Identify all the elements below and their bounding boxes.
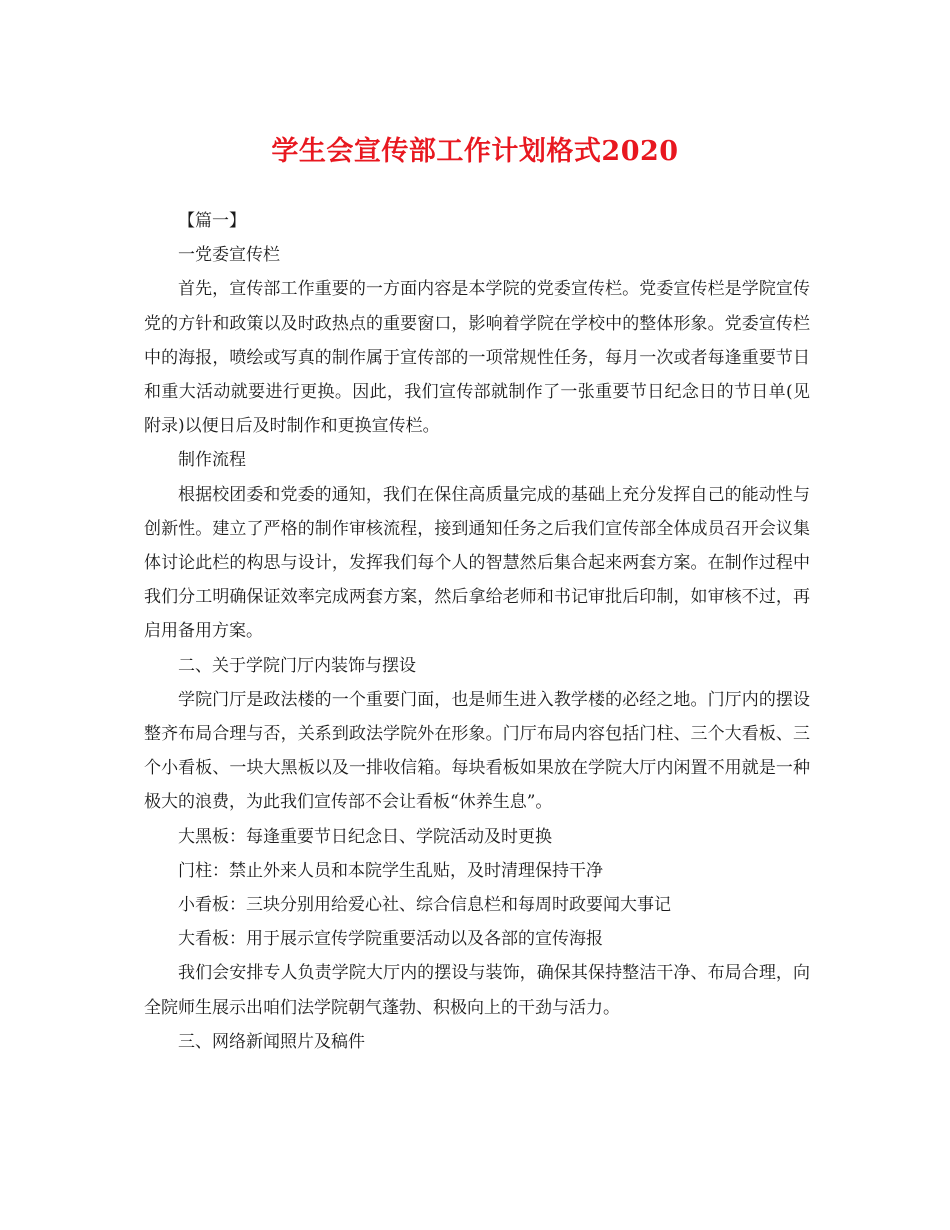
list-item: 大看板：用于展示宣传学院重要活动以及各部的宣传海报 xyxy=(178,929,603,950)
list-item: 门柱：禁止外来人员和本院学生乱贴，及时清理保持干净 xyxy=(178,860,603,881)
paragraph: 学院门厅是政法楼的一个重要门面，也是师生进入教学楼的必经之地。门厅内的摆设整齐布局合理与否，关系到政法学院外在形象。门厅布局内容包括门柱、三个大看板、三个小看板、一块大黑板以及一排收信箱。每块看板如果放在学院大厅内闲置不用就是一种极大的浪费，为此我们宣传部不会让看板“休养生息”。 xyxy=(144,689,810,813)
document-title: 学生会宣传部工作计划格式2020 xyxy=(271,136,679,167)
paragraph: 我们会安排专人负责学院大厅内的摆设与装饰，确保其保持整洁干净、布局合理，向全院师生展示出咱们法学院朝气蓬勃、积极向上的干劲与活力。 xyxy=(144,963,810,1018)
list-item: 大黑板：每逢重要节日纪念日、学院活动及时更换 xyxy=(178,826,552,847)
section-heading: 制作流程 xyxy=(178,450,246,471)
section-heading: 【篇一】 xyxy=(178,211,246,231)
document-body xyxy=(144,204,810,1059)
paragraph: 首先，宣传部工作重要的一方面内容是本学院的党委宣传栏。党委宣传栏是学院宣传党的方针和政策以及时政热点的重要窗口，影响着学院在学校中的整体形象。党委宣传栏中的海报，喷绘或写真的制作属于宣传部的一项常规性任务，每月一次或者每逢重要节日和重大活动就要进行更换。因此，我们宣传部就制作了一张重要节日纪念日的节日单(见附录)以便日后及时制作和更换宣传栏。 xyxy=(144,279,810,437)
section-heading: 一党委宣传栏 xyxy=(178,245,280,266)
paragraph: 根据校团委和党委的通知，我们在保住高质量完成的基础上充分发挥自己的能动性与创新性。建立了严格的制作审核流程，接到通知任务之后我们宣传部全体成员召开会议集体讨论此栏的构思与设计，发挥我们每个人的智慧然后集合起来两套方案。在制作过程中我们分工明确保证效率完成两套方案，然后拿给老师和书记审批后印制，如审核不过，再启用备用方案。 xyxy=(144,484,810,642)
section-heading: 三、网络新闻照片及稿件 xyxy=(178,1031,365,1052)
list-item: 小看板：三块分别用给爱心社、综合信息栏和每周时政要闻大事记 xyxy=(178,895,671,916)
section-heading: 二、关于学院门厅内装饰与摆设 xyxy=(178,655,416,676)
